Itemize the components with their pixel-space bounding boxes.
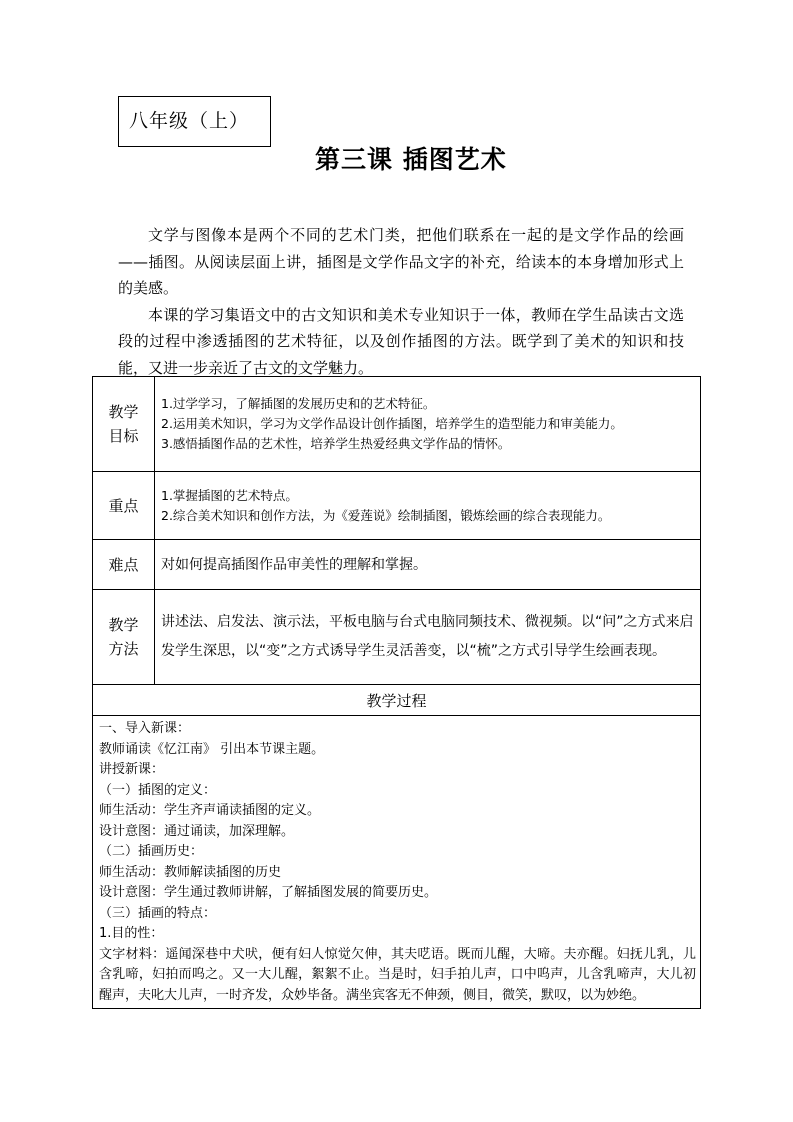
process-header: 教学过程 [93,685,701,716]
process-line: （一）插图的定义： [99,782,217,798]
goals-content [155,377,701,472]
difficulty-content: 对如何提高插图作品审美性的理解和掌握。 [155,540,701,590]
difficulty-row [93,540,701,590]
lesson-plan-table [92,376,701,1009]
key-content [155,472,701,540]
goal-item: 2.运用美术知识，学习为文学作品设计创作插图，培养学生的造型能力和审美能力。 [161,416,623,431]
intro-text [118,222,684,381]
goals-label: 教学 目标 [93,377,155,472]
process-line: 教师诵读《忆江南》 引出本节课主题。 [99,741,325,757]
process-material: 文字材料：遥闻深巷中犬吠，便有妇人惊觉欠伸，其夫呓语。既而儿醒，大啼。夫亦醒。妇抚儿乳，儿含乳啼，妇拍而呜之。又一大儿醒，絮絮不止。当是时，妇手拍儿声，口中呜声，儿含乳啼声，大儿初醒声，夫叱大儿声，一时齐发，众妙毕备。满坐宾客无不伸颈，侧目，微笑，默叹，以为妙绝。 [99,946,696,1003]
process-line: 师生活动：学生齐声诵读插图的定义。 [99,803,321,818]
intro-paragraph: 文学与图像本是两个不同的艺术门类，把他们联系在一起的是文学作品的绘画——插图。从阅读层面上讲，插图是文学作品文字的补充，给读本的本身增加形式上的美感。 [118,226,684,297]
process-line: 讲授新课： [99,762,165,777]
lesson-title: 第三课 插图艺术 [315,145,507,174]
process-line: （三）插画的特点： [99,905,217,921]
intro-paragraph: 本课的学习集语文中的古文知识和美术专业知识于一体，教师在学生品读古文选段的过程中渗透插图的艺术特征，以及创作插图的方法。既学到了美术的知识和技能，又进一步亲近了古文的文学魅力。 [118,305,684,377]
method-label: 教学 方法 [93,590,155,685]
process-line: 师生活动：教师解读插图的历史 [99,864,282,880]
key-item: 1.掌握插图的艺术特点。 [161,487,298,503]
key-item: 2.综合美术知识和创作方法，为《爱莲说》绘制插图，锻炼绘画的综合表现能力。 [161,507,611,523]
difficulty-label: 难点 [93,540,155,590]
grade-label: 八年级（上） [118,96,271,147]
process-line: （二）插画历史： [99,844,204,859]
process-line: 一、导入新课： [99,721,191,736]
process-row [93,716,701,1009]
goals-row [93,377,701,472]
process-content [93,716,701,1009]
key-label: 重点 [93,472,155,540]
key-row [93,472,701,540]
goal-item: 1.过学学习，了解插图的发展历史和的艺术特征。 [161,396,436,411]
process-line: 设计意图：学生通过教师讲解，了解插图发展的简要历史。 [99,885,438,900]
process-line: 1.目的性： [99,926,164,941]
method-content: 讲述法、启发法、演示法，平板电脑与台式电脑同频技术、微视频。以“问”之方式来启发学生深思，以“变”之方式诱导学生灵活善变，以“梳”之方式引导学生绘画表现。 [155,590,701,685]
process-line: 设计意图：通过诵读，加深理解。 [99,823,295,839]
method-row [93,590,701,685]
process-header-row [93,685,701,716]
goal-item: 3.感悟插图作品的艺术性，培养学生热爱经典文学作品的情怀。 [161,436,511,451]
